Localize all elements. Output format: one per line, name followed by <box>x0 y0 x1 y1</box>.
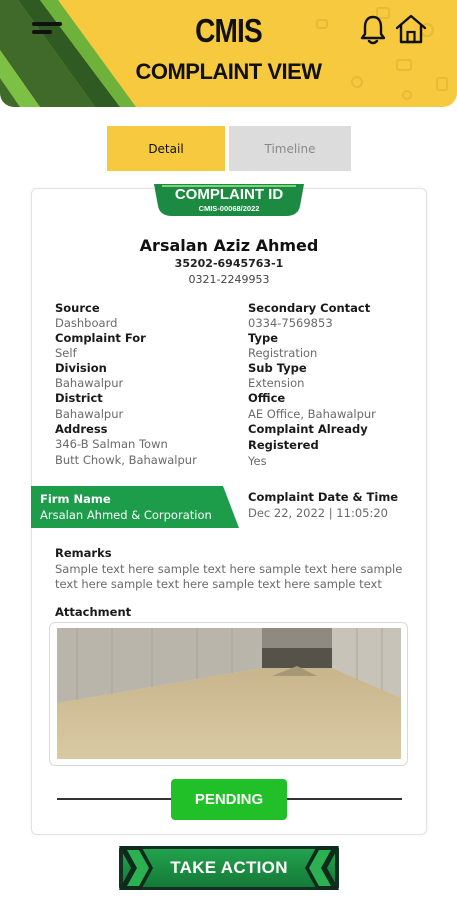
type-label: Type <box>248 331 279 345</box>
complaint-id-value: CMIS-00068/2022 <box>198 204 260 213</box>
take-action-button[interactable] <box>119 846 339 890</box>
remarks-text: Sample text here sample text here sample text here sample text here sample text here sample text here sample text <box>55 562 403 591</box>
app-title: CMIS <box>195 12 262 49</box>
address-value-line1: 346-B Salman Town <box>55 437 168 451</box>
office-label: Office <box>248 391 286 405</box>
address-label: Address <box>55 422 108 436</box>
district-label: District <box>55 391 103 405</box>
source-value: Dashboard <box>55 316 118 330</box>
complainant-cnic: 35202-6945763-1 <box>174 257 284 270</box>
secondary-contact-value: 0334-7569853 <box>248 316 333 330</box>
tab-detail[interactable]: Detail <box>107 126 225 171</box>
take-action-label: TAKE ACTION <box>170 858 288 877</box>
already-registered-label-line2: Registered <box>248 438 319 452</box>
complainant-name: Arsalan Aziz Ahmed <box>139 236 319 255</box>
complaint-for-value: Self <box>55 346 77 360</box>
complaint-id-label: COMPLAINT ID <box>174 186 284 203</box>
tab-timeline[interactable]: Timeline <box>229 126 351 171</box>
complaint-datetime-label: Complaint Date & Time <box>248 490 399 504</box>
sub-type-label: Sub Type <box>248 361 307 375</box>
secondary-contact-label: Secondary Contact <box>248 301 371 315</box>
status-badge: PENDING <box>171 779 287 820</box>
home-icon[interactable] <box>394 12 428 46</box>
complaint-for-label: Complaint For <box>55 331 146 345</box>
remarks-label: Remarks <box>55 546 112 560</box>
division-value: Bahawalpur <box>55 376 124 390</box>
attachment-image[interactable] <box>57 628 401 759</box>
firm-name-value: Arsalan Ahmed & Corporation <box>40 508 212 522</box>
district-value: Bahawalpur <box>55 407 124 421</box>
firm-name-label: Firm Name <box>40 492 111 506</box>
sub-type-value: Extension <box>248 376 305 390</box>
address-value-line2: Butt Chowk, Bahawalpur <box>55 453 197 467</box>
app-header <box>0 0 457 107</box>
attachment-label: Attachment <box>55 605 132 619</box>
source-label: Source <box>55 301 100 315</box>
type-value: Registration <box>248 346 318 360</box>
division-label: Division <box>55 361 107 375</box>
already-registered-value: Yes <box>248 454 267 468</box>
page-title: COMPLAINT VIEW <box>135 59 322 84</box>
office-value: AE Office, Bahawalpur <box>248 407 376 421</box>
bell-icon[interactable] <box>358 14 388 46</box>
complaint-datetime-value: Dec 22, 2022 | 11:05:20 <box>248 506 388 520</box>
already-registered-label-line1: Complaint Already <box>248 422 368 436</box>
complainant-phone: 0321-2249953 <box>188 273 270 286</box>
